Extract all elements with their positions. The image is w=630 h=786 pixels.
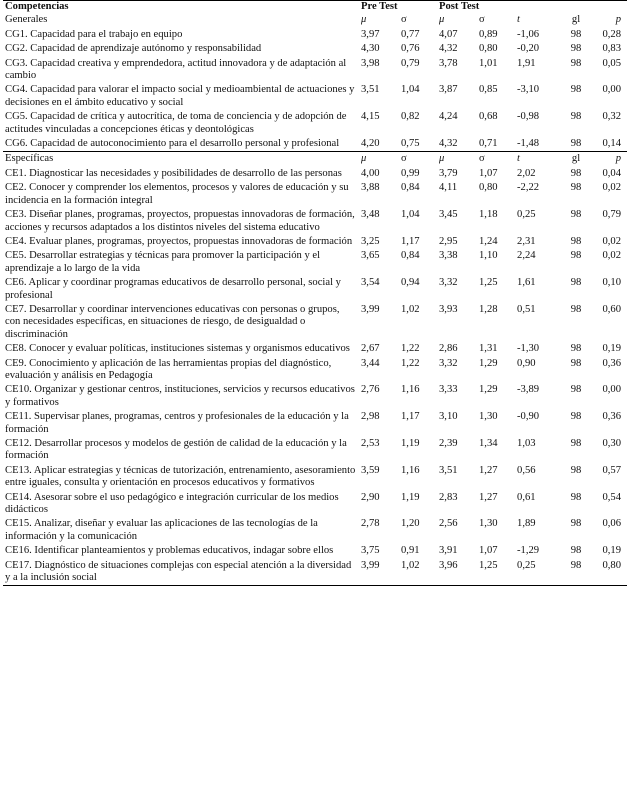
competencia-description: CE2. Conocer y comprender los elementos, procesos y valores de educación y su incidencia en la formación integral [5, 182, 349, 206]
stat-mu-pre: μ [359, 152, 399, 167]
sd-post: 1,29 [479, 357, 498, 369]
p-value: 0,02 [602, 182, 622, 194]
sd-pre: 1,02 [399, 559, 437, 586]
competencia-description: CG1. Capacidad para el trabajo en equipo [5, 28, 183, 40]
sd-post: 1,01 [479, 57, 498, 69]
sd-pre: 1,22 [401, 343, 420, 355]
mean-pre: 2,67 [361, 343, 380, 355]
mean-pre: 3,99 [359, 559, 399, 586]
stat-p: p [615, 14, 622, 26]
mean-post: 2,95 [439, 235, 458, 247]
sd-post: 0,80 [479, 43, 498, 55]
competencia-description: CE10. Organizar y gestionar centros, instituciones, servicios y recursos educativos y formativos [5, 384, 355, 408]
p-value: 0,05 [602, 57, 622, 69]
stat-gl: gl [561, 152, 591, 167]
p-value: 0,10 [602, 277, 622, 289]
p-value: 0,14 [602, 138, 622, 150]
generales-header-row [3, 13, 627, 27]
t-value: -3,10 [517, 84, 540, 96]
sd-post: 1,07 [479, 545, 498, 557]
competencia-description: CE16. Identificar planteamientos y problemas educativos, indagar sobre ellos [5, 545, 334, 557]
t-value: -1,29 [517, 545, 540, 557]
sd-pre: 0,82 [401, 111, 420, 123]
sd-pre: 0,91 [401, 545, 420, 557]
t-value: 1,89 [517, 518, 536, 530]
sd-post: 1,28 [479, 303, 498, 315]
gl-value: 98 [570, 57, 582, 69]
gl-value: 98 [570, 277, 582, 289]
stat-sigma-pre: σ [399, 152, 437, 167]
mean-post: 3,10 [439, 411, 458, 423]
t-value: -0,98 [517, 111, 540, 123]
p-value: 0,02 [602, 250, 622, 262]
mean-post: 3,38 [439, 250, 458, 262]
t-value: 1,91 [517, 57, 536, 69]
mean-post: 2,86 [439, 343, 458, 355]
generales-section [3, 13, 627, 152]
mean-post: 3,78 [439, 57, 458, 69]
especificas-label: Específicas [3, 152, 359, 167]
gl-value: 98 [570, 138, 582, 150]
competencia-description: CG6. Capacidad de autoconocimiento para el desarrollo personal y profesional [5, 138, 340, 150]
sd-pre: 1,19 [401, 438, 420, 449]
sd-post: 0,89 [479, 28, 498, 40]
competencia-description: CE12. Desarrollar procesos y modelos de gestión de calidad de la educación y la formación [5, 438, 347, 462]
sd-pre: 1,02 [401, 303, 420, 315]
mean-pre: 3,44 [361, 357, 380, 369]
stat-t: t [517, 14, 520, 26]
t-value: 2,02 [517, 167, 536, 179]
sd-post: 1,34 [479, 438, 498, 449]
gl-value: 98 [570, 167, 582, 179]
stat-t: t [515, 152, 561, 167]
table-row [3, 110, 627, 137]
competencia-description: CE17. Diagnóstico de situaciones complejas con especial atención a la diversidad y a la inclusión social [3, 559, 359, 586]
table-row [3, 249, 627, 276]
table-row [3, 410, 627, 437]
table-row [3, 437, 627, 464]
competencia-description: CE4. Evaluar planes, programas, proyectos, propuestas innovadoras de formación [5, 235, 353, 247]
competencia-description: CG5. Capacidad de crítica y autocrítica, de toma de conciencia y de adopción de actitudes vinculadas a concepciones éticas y deontológicas [5, 111, 347, 135]
sd-post: 1,30 [479, 518, 498, 530]
t-value: 0,51 [517, 303, 536, 315]
p-value: 0,04 [602, 167, 622, 179]
t-value: 0,25 [517, 209, 536, 221]
mean-post: 3,79 [439, 167, 458, 179]
mean-pre: 4,20 [361, 138, 380, 150]
table-row [3, 235, 627, 249]
t-value: -2,22 [517, 182, 540, 194]
sd-post: 0,80 [479, 182, 498, 194]
mean-post: 3,87 [439, 84, 458, 96]
competencias-header: Competencias [3, 1, 359, 14]
sd-pre: 1,19 [401, 491, 420, 503]
table-row [3, 208, 627, 235]
sd-post: 0,68 [479, 111, 498, 123]
sd-pre: 0,75 [401, 138, 420, 150]
stat-sigma-pre: σ [401, 14, 407, 26]
p-value: 0,06 [602, 518, 622, 530]
gl-value: 98 [570, 84, 582, 96]
mean-post: 3,45 [439, 209, 458, 221]
table-row [3, 559, 627, 586]
mean-pre: 2,90 [361, 491, 380, 503]
mean-post: 4,32 [439, 43, 458, 55]
t-value: 2,31 [517, 235, 536, 247]
gl-value: 98 [570, 545, 582, 557]
p-value: 0,36 [602, 411, 622, 423]
mean-post: 2,56 [439, 518, 458, 530]
gl-value: 98 [570, 250, 582, 262]
header-row [3, 1, 627, 14]
sd-post: 1,30 [479, 411, 498, 423]
sd-pre: 0,84 [401, 182, 420, 194]
competencia-description: CG2. Capacidad de aprendizaje autónomo y responsabilidad [5, 43, 262, 55]
sd-pre: 1,20 [401, 518, 420, 530]
gl-value: 98 [570, 464, 582, 476]
p-value: 0,57 [602, 464, 622, 476]
gl-value: 98 [570, 438, 582, 449]
p-value: 0,80 [591, 559, 627, 586]
mean-pre: 2,53 [361, 438, 380, 449]
p-value: 0,54 [602, 491, 622, 503]
t-value: 0,61 [517, 491, 536, 503]
sd-post: 1,27 [479, 491, 498, 503]
sd-pre: 0,99 [401, 167, 420, 179]
mean-post: 3,33 [439, 384, 458, 396]
sd-pre: 0,77 [401, 28, 420, 40]
mean-pre: 3,99 [361, 303, 380, 315]
sd-post: 1,29 [479, 384, 498, 396]
p-value: 0,28 [602, 28, 622, 40]
mean-post: 3,32 [439, 357, 458, 369]
mean-pre: 4,15 [361, 111, 380, 123]
mean-post: 4,11 [439, 182, 458, 194]
table-row [3, 342, 627, 356]
sd-pre: 0,79 [401, 57, 420, 69]
mean-pre: 3,59 [361, 464, 380, 476]
t-value: 2,24 [517, 250, 536, 262]
gl-value: 98 [570, 303, 582, 315]
mean-post: 3,51 [439, 464, 458, 476]
sd-pre: 0,84 [401, 250, 420, 262]
table-row [3, 464, 627, 491]
table-row [3, 544, 627, 558]
p-value: 0,00 [602, 384, 622, 396]
mean-pre: 2,98 [361, 411, 380, 423]
sd-pre: 1,17 [401, 411, 420, 423]
competencia-description: CE6. Aplicar y coordinar programas educativos de desarrollo personal, social y profesional [5, 277, 341, 301]
table-row [3, 303, 627, 342]
t-value: -3,89 [517, 384, 540, 396]
sd-pre: 0,76 [401, 43, 420, 55]
mean-pre: 3,88 [361, 182, 380, 194]
gl-value: 98 [570, 518, 582, 530]
stat-mu-post: μ [439, 14, 445, 26]
mean-pre: 4,00 [361, 167, 380, 179]
competencia-description: CE3. Diseñar planes, programas, proyectos, propuestas innovadoras de formación, acciones y recursos adaptados a los distintos niveles del sistema educativo [5, 209, 355, 233]
competencia-description: CE5. Desarrollar estrategias y técnicas para promover la participación y el aprendizaje a lo largo de la vida [5, 250, 321, 274]
sd-post: 1,25 [477, 559, 515, 586]
gl-value: 98 [570, 235, 582, 247]
t-value: 0,56 [517, 464, 536, 476]
stat-sigma-post: σ [477, 152, 515, 167]
sd-post: 1,27 [479, 464, 498, 476]
table-row [3, 357, 627, 384]
mean-pre: 3,51 [361, 84, 380, 96]
competencia-description: CE1. Diagnosticar las necesidades y posibilidades de desarrollo de las personas [5, 167, 342, 179]
especificas-header-row [3, 152, 627, 167]
table-row [3, 491, 627, 518]
mean-post: 3,96 [437, 559, 477, 586]
p-value: 0,32 [602, 111, 622, 123]
post-test-header: Post Test [437, 1, 515, 14]
sd-pre: 1,04 [401, 209, 420, 221]
sd-pre: 1,16 [401, 384, 420, 396]
competencias-table-wrap [3, 0, 627, 586]
mean-pre: 3,98 [361, 57, 380, 69]
t-value: -1,30 [517, 343, 540, 355]
t-value: 0,25 [515, 559, 561, 586]
competencias-table [3, 0, 627, 586]
t-value: -1,48 [517, 138, 540, 150]
mean-post: 4,32 [439, 138, 458, 150]
competencia-description: CE7. Desarrollar y coordinar intervenciones educativas con personas o grupos, con necesidades específicas, en situaciones de riesgo, de desigualdad o discriminación [5, 303, 340, 340]
gl-value: 98 [570, 343, 582, 355]
especificas-section [3, 152, 627, 586]
mean-post: 3,93 [439, 303, 458, 315]
sd-post: 1,24 [479, 235, 498, 247]
mean-pre: 3,54 [361, 277, 380, 289]
gl-value: 98 [570, 357, 582, 369]
competencia-description: CG4. Capacidad para valorar el impacto social y medioambiental de actuaciones y decisiones en el ámbito educativo y social [5, 84, 355, 108]
sd-pre: 1,22 [401, 357, 420, 369]
pre-test-header: Pre Test [359, 1, 437, 14]
t-value: 1,61 [517, 277, 536, 289]
mean-pre: 3,75 [361, 545, 380, 557]
gl-value: 98 [570, 111, 582, 123]
mean-pre: 3,65 [361, 250, 380, 262]
mean-post: 2,83 [439, 491, 458, 503]
mean-post: 4,24 [439, 111, 458, 123]
mean-pre: 3,25 [361, 235, 380, 247]
table-row [3, 181, 627, 208]
sd-post: 1,07 [479, 167, 498, 179]
sd-post: 1,18 [479, 209, 498, 221]
t-value: -0,90 [517, 411, 540, 423]
sd-post: 1,31 [479, 343, 498, 355]
generales-label: Generales [5, 14, 48, 26]
table-row [3, 517, 627, 544]
p-value: 0,83 [602, 43, 622, 55]
table-row [3, 383, 627, 410]
t-value: 0,90 [517, 357, 536, 369]
mean-pre: 2,78 [361, 518, 380, 530]
gl-value: 98 [570, 43, 582, 55]
gl-value: 98 [570, 28, 582, 40]
p-value: 0,60 [602, 303, 622, 315]
table-row [3, 42, 627, 56]
table-row [3, 167, 627, 181]
p-value: 0,02 [602, 235, 622, 247]
sd-post: 1,25 [479, 277, 498, 289]
p-value: 0,19 [602, 343, 622, 355]
stat-mu-pre: μ [361, 14, 367, 26]
sd-pre: 1,04 [401, 84, 420, 96]
gl-value: 98 [561, 559, 591, 586]
competencia-description: CE14. Asesorar sobre el uso pedagógico e integración curricular de los medios didácticos [5, 491, 339, 516]
t-value: -0,20 [517, 43, 540, 55]
table-row [3, 28, 627, 42]
sd-post: 0,85 [479, 84, 498, 96]
p-value: 0,36 [602, 357, 622, 369]
t-value: 1,03 [517, 438, 536, 449]
sd-post: 0,71 [479, 138, 498, 150]
sd-pre: 0,94 [401, 277, 420, 289]
competencia-description: CE11. Supervisar planes, programas, centros y profesionales de la educación y la formación [5, 411, 349, 435]
mean-post: 3,91 [439, 545, 458, 557]
p-value: 0,19 [602, 545, 622, 557]
t-value: -1,06 [517, 28, 540, 40]
stat-gl: gl [571, 14, 581, 26]
competencia-description: CE9. Conocimiento y aplicación de las herramientas propias del diagnóstico, evaluación y análisis en Pedagogía [5, 357, 332, 381]
table-row [3, 276, 627, 303]
sd-pre: 1,16 [401, 464, 420, 476]
p-value: 0,00 [602, 84, 622, 96]
gl-value: 98 [570, 209, 582, 221]
competencia-description: CE13. Aplicar estrategias y técnicas de tutorización, entrenamiento, asesoramiento entre iguales, consulta y orientación en procesos educativos y formativos [5, 464, 356, 489]
mean-pre: 3,48 [361, 209, 380, 221]
p-value: 0,30 [602, 438, 622, 449]
mean-post: 4,07 [439, 28, 458, 40]
gl-value: 98 [570, 384, 582, 396]
mean-post: 3,32 [439, 277, 458, 289]
mean-post: 2,39 [439, 438, 458, 449]
mean-pre: 3,97 [361, 28, 380, 40]
mean-pre: 4,30 [361, 43, 380, 55]
competencia-description: CE8. Conocer y evaluar políticas, instituciones sistemas y organismos educativos [5, 343, 350, 355]
gl-value: 98 [570, 182, 582, 194]
competencia-description: CE15. Analizar, diseñar y evaluar las aplicaciones de las tecnologías de la información y la comunicación [5, 518, 318, 542]
table-row [3, 83, 627, 110]
gl-value: 98 [570, 411, 582, 423]
p-value: 0,79 [602, 209, 622, 221]
gl-value: 98 [570, 491, 582, 503]
stat-p: p [591, 152, 627, 167]
table-row [3, 137, 627, 152]
mean-pre: 2,76 [361, 384, 380, 396]
table-row [3, 57, 627, 84]
competencia-description: CG3. Capacidad creativa y emprendedora, actitud innovadora y de adaptación al cambio [5, 57, 347, 82]
stat-sigma-post: σ [479, 14, 485, 26]
sd-post: 1,10 [479, 250, 498, 262]
sd-pre: 1,17 [401, 235, 420, 247]
stat-mu-post: μ [437, 152, 477, 167]
